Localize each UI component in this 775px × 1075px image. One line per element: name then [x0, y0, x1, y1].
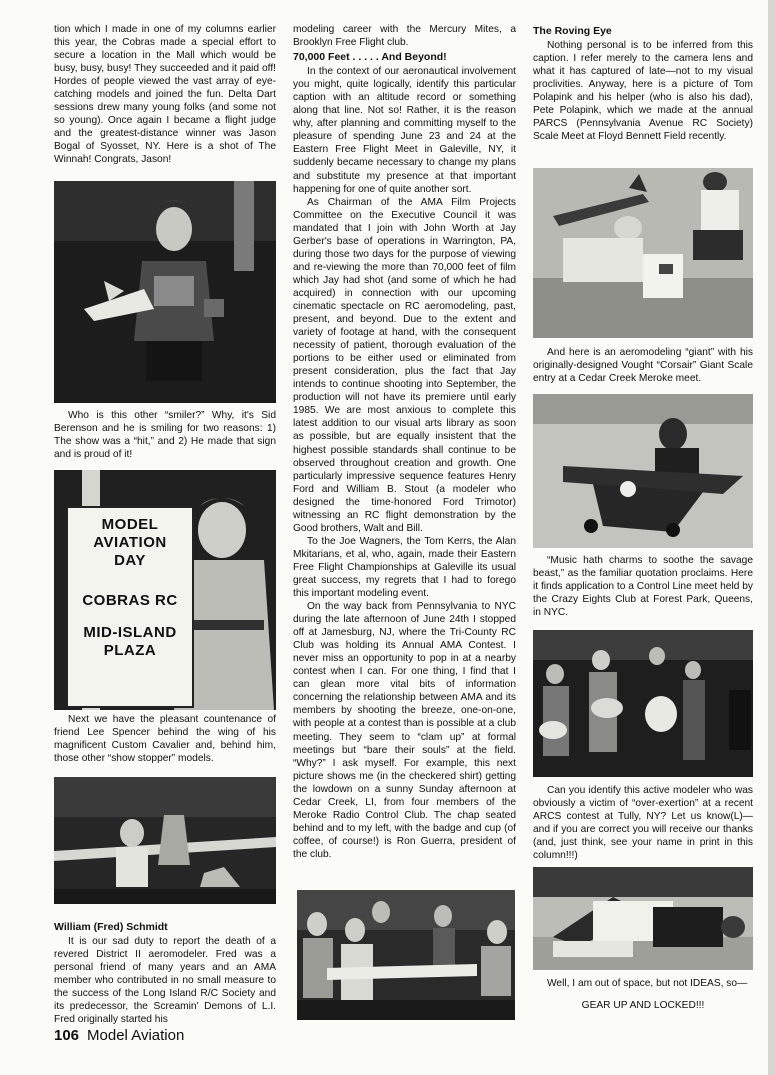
- sign-line: COBRAS RC: [82, 592, 178, 609]
- column-2: [293, 23, 516, 861]
- paragraph-3: To the Joe Wagners, the Tom Kerrs, the Alan Mkitarians, et al, who, again, made their Eastern Free Flight Championships at Galeville its usual great success, my regrets that I had to forego this important modeling event.: [293, 535, 516, 600]
- column-3-caption-exertion: [533, 784, 753, 862]
- sign-line: MODEL: [101, 516, 159, 533]
- page-edge: [768, 0, 775, 1075]
- caption-exertion: Can you identify this active modeler who was obviously a victim of “over-exertion” at a recent ARCS contest at Tully, NY? Let us know(L)—and if you are correct you will receive our thanks (and, just think, see your name in print in this column!!!): [533, 785, 753, 862]
- column-3: [533, 23, 753, 143]
- column-1-caption-smiler: [54, 409, 276, 461]
- photo-crazy-eights-band: [533, 630, 753, 777]
- intro-paragraph: tion which I made in one of my columns earlier this year, the Cobras made a special effort to secure a location in the Mall which would be busy, busy, busy! They succeeded and it paid off! Hordes of people viewed the vast array of eye-catching models and joined the fun. Delta Dart sessions drew many young folks (and some not so young). Once again I became a flight judge and the greatest-distance winner was Jason Bogal of Syosset, NY. Here is a shot of The Winnah! Congrats, Jason!: [54, 24, 276, 166]
- sign-line: MID-ISLAND: [83, 624, 177, 641]
- paragraph-1: In the context of our aeronautical involvement you might, quite logically, identify this particular caption with an altitude record or something along that line. Not so! Rather, it is the reason why, after planning and committing myself to the pleasure of spending June 23 and 24 at the Eastern Free Flight Meet in Galeville, NY, it suddenly became necessary to change my plans and substitute my presence at that important happening for one of quite another sort.: [293, 66, 516, 195]
- photo-lee-spencer: [54, 777, 276, 904]
- model-aviation-day-sign: [66, 506, 194, 708]
- column-1-schmidt: [54, 919, 276, 1026]
- schmidt-paragraph: It is our sad duty to report the death of a revered District II aeromodeler. Fred was a personal friend of many years and an AMA member who contributed in no small measure to the success of the Long Island R/C Society and its predecessor, the Screamin' Demons of L.I. Fred originally started his: [54, 936, 276, 1026]
- resting-modeler-image: [533, 867, 753, 970]
- club-members-image: [297, 890, 515, 1020]
- polapink-scale-meet-image: [533, 168, 753, 338]
- paragraph-2: As Chairman of the AMA Film Projects Committee on the Executive Council it was mandated that I join with John Worth at Jay Gerber's base of operations in Warrington, PA, during those two days for the purpose of viewing and re-viewing the more than 70,000 feet of film which Jay had shot (and some of which he had acquired) in connection with our upcoming cinematic spectacle on RC aeromodeling, past, present, and beyond. Due to the extent and variety of footage at hand, with the consequent necessity of patient, thorough evaluation of the portions to be either used or eliminated from present consideration, plus the fact that Jay intends to continue shooting into September, the production will not have its premiere until early 1985. We are most anxious to complete this latest addition to our visual arts library as soon as possible, but are equally insistent that the highest possible standards shall continue to be observed throughout creation and growth. One particularly impressive sequence features Henry Ford and William B. Stout (a modeler who designed the time-honored Ford Trimotor) witnessing an RC flight demonstration by the Good brothers, Walt and Bill.: [293, 196, 516, 534]
- photo-over-exertion: [533, 867, 753, 970]
- caption-corsair: And here is an aeromodeling “giant” with his originally-designed Vought “Corsair” Giant Scale entry at a Cedar Creek Meroke meet.: [533, 347, 753, 385]
- sign-line: PLAZA: [103, 642, 157, 659]
- caption-music: “Music hath charms to soothe the savage beast,” as the familiar quotation proclaims. Here it finds application to a Control Line meet held by the Crazy Eights Club at Forest Park, Queens, in NYC.: [533, 555, 753, 619]
- roving-paragraph: Nothing personal is to be inferred from this caption. I refer merely to the camera lens and what it has captured of late—not to my visual proclivities. Anyway, here is a picture of Tom Polapink and his helper (who is also his dad), Pete Polapink, which we made at the annual PARCS (Pennsylvania Avenue RC Society) Scale Meet at Floyd Bennett Field recently.: [533, 40, 753, 143]
- caption-smiler: Who is this other “smiler?” Why, it's Sid Berenson and he is smiling for two reasons: 1) The show was a “hit,” and 2) He made that sign and is proud of it!: [54, 410, 276, 461]
- photo-meroke-club: [297, 890, 515, 1020]
- sign-off: GEAR UP AND LOCKED!!!: [581, 1000, 705, 1012]
- column-3-outro: [533, 977, 753, 1012]
- band-performance-image: [533, 630, 753, 777]
- photo-polapink: [533, 168, 753, 338]
- magazine-name: Model Aviation: [87, 1027, 185, 1044]
- column-1-caption-spencer: [54, 713, 276, 765]
- giant-corsair-image: [533, 394, 753, 548]
- heading-roving-eye: The Roving Eye: [533, 25, 612, 37]
- caption-spencer: Next we have the pleasant countenance of friend Lee Spencer behind the wing of his magnificent Custom Cavalier and, behind him, those other “show stopper” models.: [54, 714, 276, 765]
- page-number: 106: [54, 1027, 80, 1044]
- sign-line: AVIATION: [93, 534, 167, 551]
- column-1: [54, 23, 276, 167]
- photo-jason-winner: [54, 181, 276, 403]
- page-footer: [54, 1027, 184, 1044]
- heading-70000-feet: 70,000 Feet . . . . . And Beyond!: [293, 51, 447, 64]
- paragraph-4: On the way back from Pennsylvania to NYC during the late afternoon of June 24th I stopped off at Jamesburg, NJ, where the Tri-County RC Club was holding its Annual AMA Contest. I never miss an opportunity to pop in at a nearby contest when I can. For one thing, I find that I can glean more vital bits of information concerning the relationship between AMA and its members by shooting the breeze, one-on-one, with people at a contest than is possible at a club meeting. They seem to “clam up” at formal meetings but “bare their souls” at the field. “Why?” I ask myself. For example, this next picture shows me (in the checkered shirt) getting the lowdown on a sunny Sunday afternoon at Cedar Creek, LI, from four members of the Meroke Radio Control Club. The chap seated behind and to my left, with the badge and cup (of coffee, of course!) is Ron Guerra, president of the club.: [293, 601, 516, 860]
- boy-with-plane-image: [54, 181, 276, 403]
- heading-schmidt: William (Fred) Schmidt: [54, 921, 168, 933]
- column-3-caption-corsair: [533, 346, 753, 385]
- outro-paragraph: Well, I am out of space, but not IDEAS, so—: [547, 978, 748, 989]
- continued-paragraph: modeling career with the Mercury Mites, a Brooklyn Free Flight club.: [293, 24, 516, 49]
- column-3-caption-music: [533, 554, 753, 619]
- photo-corsair: [533, 394, 753, 548]
- cavalier-models-image: [54, 777, 276, 904]
- sign-line: DAY: [114, 552, 146, 569]
